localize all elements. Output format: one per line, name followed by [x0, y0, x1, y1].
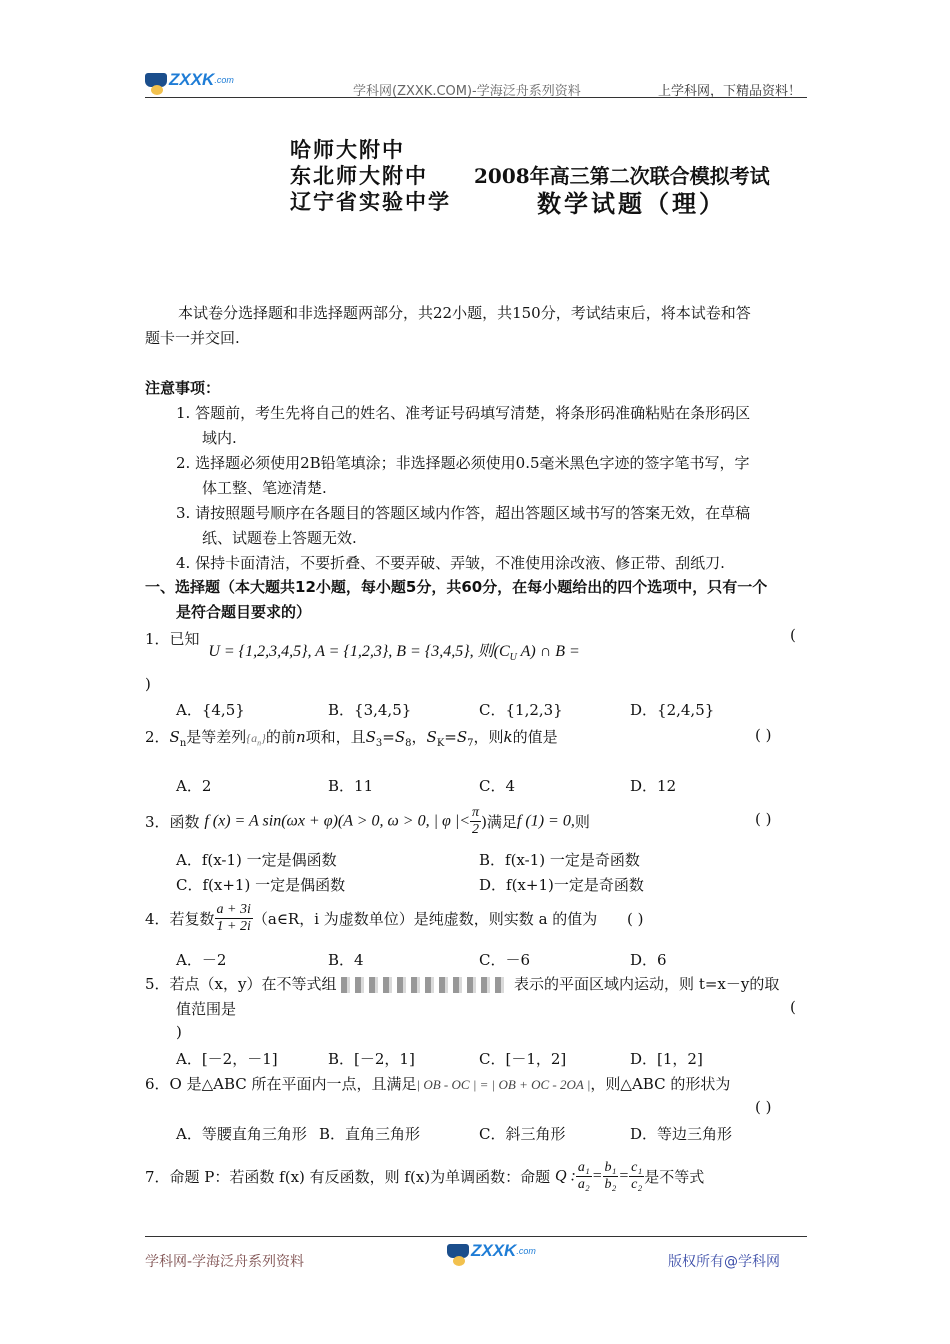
- q7-text-1: 7．命题 P：若函数 f(x) 有反函数，则 f(x)为单调函数：命题: [145, 1168, 551, 1186]
- q2-eq-2: =: [444, 728, 457, 746]
- q7-Q: Q :: [554, 1167, 576, 1185]
- note-3-line-2: 纸、试题卷上答题无效.: [202, 529, 357, 547]
- q1-option-d: D．{2,4,5}: [630, 701, 715, 719]
- header-logo: [145, 70, 234, 90]
- q7-frac-a-num: a₁: [577, 1160, 590, 1175]
- q5-stem: [145, 973, 779, 994]
- intro-line-1: 本试卷分选择题和非选择题两部分，共22小题，共150分，考试结束后，将本试卷和答: [178, 304, 751, 322]
- logo-text: ZXXK: [169, 70, 215, 89]
- q2-text-2: 的前: [265, 728, 296, 746]
- footer-logo-com: .com: [516, 1246, 536, 1256]
- q1-option-c: C．{1,2,3}: [479, 701, 563, 719]
- header-right: 上学科网，下精品资料！: [658, 84, 802, 99]
- q5-text-1: 表示的平面区域内运动，则 t=x－y的取: [514, 975, 780, 993]
- q5-inequality-image: [341, 977, 509, 993]
- q2-S-sub: n: [179, 738, 187, 749]
- q7-frac-c: [629, 1160, 644, 1193]
- q5-option-a: A．[－2，－1]: [176, 1050, 278, 1068]
- note-2-line-2: 体工整、笔迹清楚.: [202, 479, 327, 497]
- q4-option-a: A．－2: [176, 951, 227, 969]
- q3-paren: ( ): [755, 810, 772, 828]
- q1-paren-open: (: [790, 626, 796, 644]
- q7-eq-2: =: [618, 1167, 630, 1185]
- footer-rule: [145, 1236, 807, 1237]
- q6-option-b: B．直角三角形: [319, 1125, 421, 1143]
- q4-label: 4．若复数: [145, 910, 215, 928]
- q5-option-c: C．[－1，2]: [479, 1050, 567, 1068]
- q6-option-c: C．斜三角形: [479, 1125, 566, 1143]
- q4-frac-num: a + 3i: [216, 902, 251, 917]
- q1-stem: [145, 626, 580, 664]
- q2-option-b: B．11: [328, 777, 374, 795]
- q4-option-d: D．6: [630, 951, 667, 969]
- q6-paren: ( ): [755, 1098, 772, 1116]
- q3-math: f (x) = A sin(ωx + φ)(A > 0, ω > 0, | φ |<: [204, 812, 471, 830]
- q3-label: 3．函数: [145, 813, 200, 831]
- q7-stem: [145, 1160, 704, 1193]
- q2-k: k: [503, 728, 513, 746]
- q1-math: [208, 643, 580, 664]
- q2-an-sub: n: [257, 738, 262, 748]
- q2-option-c: C．4: [479, 777, 516, 795]
- q1-label: 1．已知: [145, 630, 200, 648]
- q1-math-part1: U = {1,2,3,4,5}, A = {1,2,3}, B = {3,4,5}, 则(C: [208, 643, 510, 660]
- q4-stem: [145, 902, 597, 935]
- q2-an: [246, 731, 266, 748]
- footer-right: 版权所有@学科网: [668, 1254, 780, 1270]
- footer-logo: [447, 1241, 536, 1261]
- q2-S7: S: [456, 728, 468, 746]
- header-rule: [145, 97, 807, 98]
- q1-option-a: A．{4,5}: [176, 701, 245, 719]
- q7-frac-c-num: c₁: [631, 1160, 643, 1175]
- q6-stem: [145, 1073, 730, 1094]
- q3-option-d: D．f(x+1)一定是奇函数: [479, 876, 644, 894]
- q2-text-3: 项和，且: [305, 728, 366, 746]
- q2-paren: ( ): [755, 726, 772, 744]
- intro-line-2: 题卡一并交回.: [145, 329, 240, 347]
- q3-text-1: )满足: [481, 813, 517, 831]
- q6-option-a: A．等腰直角三角形: [176, 1125, 307, 1143]
- q2-text-5: 的值是: [512, 728, 558, 746]
- q2-an-close: }: [261, 731, 266, 745]
- q4-option-c: C．－6: [479, 951, 531, 969]
- q2-num: 2．: [145, 728, 170, 746]
- q3-text-2: 则: [574, 813, 590, 831]
- q2-comma: ，: [411, 728, 427, 746]
- q5-option-d: D．[1，2]: [630, 1050, 703, 1068]
- subject-title: 数学试题（理）: [537, 190, 726, 218]
- exam-title: 2008年高三第二次联合模拟考试: [474, 164, 770, 188]
- section-1-line-1: 一、选择题（本大题共12小题，每小题5分，共60分，在每小题给出的四个选项中，只有一个: [145, 578, 768, 596]
- q2-text-4: ，则: [473, 728, 504, 746]
- q4-paren: ( ): [627, 910, 644, 928]
- q7-frac-a: [576, 1160, 592, 1193]
- q2-text-1: 是等差列: [186, 728, 247, 746]
- q7-frac-b: [603, 1160, 619, 1193]
- q2-S3-sub: 3: [375, 738, 383, 749]
- q5-paren-open: (: [790, 998, 796, 1016]
- q6-label: 6．O 是△ABC 所在平面内一点，且满足: [145, 1075, 417, 1093]
- q6-math: | OB - OC | = | OB + OC - 2OA |: [416, 1077, 591, 1092]
- q7-eq-1: =: [591, 1167, 603, 1185]
- graduation-cap-icon: [145, 73, 167, 87]
- q5-paren-close: ): [176, 1023, 182, 1041]
- q3-option-b: B．f(x-1) 一定是奇函数: [479, 851, 640, 869]
- q1-math-sub: U: [509, 652, 517, 664]
- q2-S: S: [169, 728, 180, 746]
- q2-S7-sub: 7: [467, 738, 474, 749]
- school-2: 东北师大附中: [290, 164, 428, 188]
- q7-frac-a-den: a₂: [577, 1177, 590, 1192]
- q2-eq-1: =: [382, 728, 395, 746]
- note-2-line-1: 2. 选择题必须使用2B铅笔填涂；非选择题必须使用0.5毫米黑色字迹的签字笔书写，字: [176, 454, 750, 472]
- q2-SK: S: [426, 728, 437, 746]
- q6-text: ，则△ABC 的形状为: [590, 1075, 731, 1093]
- q7-frac-c-den: c₂: [631, 1177, 643, 1192]
- notes-heading: 注意事项：: [145, 379, 221, 397]
- q3-frac-num: π: [472, 805, 480, 820]
- q2-S3: S: [365, 728, 376, 746]
- school-3: 辽宁省实验中学: [290, 190, 451, 214]
- q4-text: （a∈R，i 为虚数单位）是纯虚数，则实数 a 的值为: [252, 910, 598, 928]
- q4-frac-den: 1 + 2i: [216, 919, 251, 934]
- q2-SK-sub: K: [436, 738, 445, 749]
- q3-option-c: C．f(x+1) 一定是偶函数: [176, 876, 346, 894]
- q1-option-b: B．{3,4,5}: [328, 701, 412, 719]
- q2-an-a: {a: [246, 731, 258, 745]
- logo-com: .com: [214, 75, 234, 85]
- q3-option-a: A．f(x-1) 一定是偶函数: [176, 851, 337, 869]
- section-1-line-2: 是符合题目要求的）: [176, 603, 312, 621]
- q7-text-2: 是不等式: [644, 1168, 705, 1186]
- q2-option-d: D．12: [630, 777, 677, 795]
- q3-frac-den: 2: [472, 822, 480, 837]
- note-4-line-1: 4. 保持卡面清洁，不要折叠、不要弄破、弄皱，不准使用涂改液、修正带、刮纸刀.: [176, 554, 725, 572]
- footer-left: 学科网-学海泛舟系列资料: [145, 1254, 305, 1270]
- footer-logo-text: ZXXK: [471, 1241, 517, 1260]
- q2-stem: [145, 726, 558, 749]
- q3-frac: [470, 805, 481, 838]
- q5-option-b: B．[－2，1]: [328, 1050, 415, 1068]
- q4-frac: [215, 902, 253, 935]
- q6-option-d: D．等边三角形: [630, 1125, 733, 1143]
- note-1-line-1: 1. 答题前，考生先将自己的姓名、准考证号码填写清楚，将条形码准确粘贴在条形码区: [176, 404, 751, 422]
- q2-S8-sub: 8: [405, 738, 412, 749]
- q2-n: n: [295, 728, 306, 746]
- q5-text-2: 值范围是: [176, 1000, 237, 1018]
- q2-S8: S: [394, 728, 406, 746]
- q5-label: 5．若点（x，y）在不等式组: [145, 975, 337, 993]
- note-1-line-2: 域内.: [202, 429, 237, 447]
- q7-frac-b-den: b₂: [604, 1177, 617, 1192]
- q3-stem: [145, 805, 590, 838]
- note-3-line-1: 3. 请按照题号顺序在各题目的答题区域内作答，超出答题区域书写的答案无效，在草稿: [176, 504, 751, 522]
- header-center: 学科网(ZXXK.COM)-学海泛舟系列资料: [353, 84, 581, 99]
- q3-math-2: f (1) = 0,: [516, 812, 575, 830]
- q2-option-a: A．2: [176, 777, 212, 795]
- q7-frac-b-num: b₁: [604, 1160, 617, 1175]
- q1-paren-close: ): [145, 675, 151, 693]
- school-1: 哈师大附中: [290, 138, 405, 162]
- q1-math-part2: A) ∩ B =: [516, 643, 580, 660]
- graduation-cap-icon: [447, 1244, 469, 1258]
- q4-option-b: B．4: [328, 951, 364, 969]
